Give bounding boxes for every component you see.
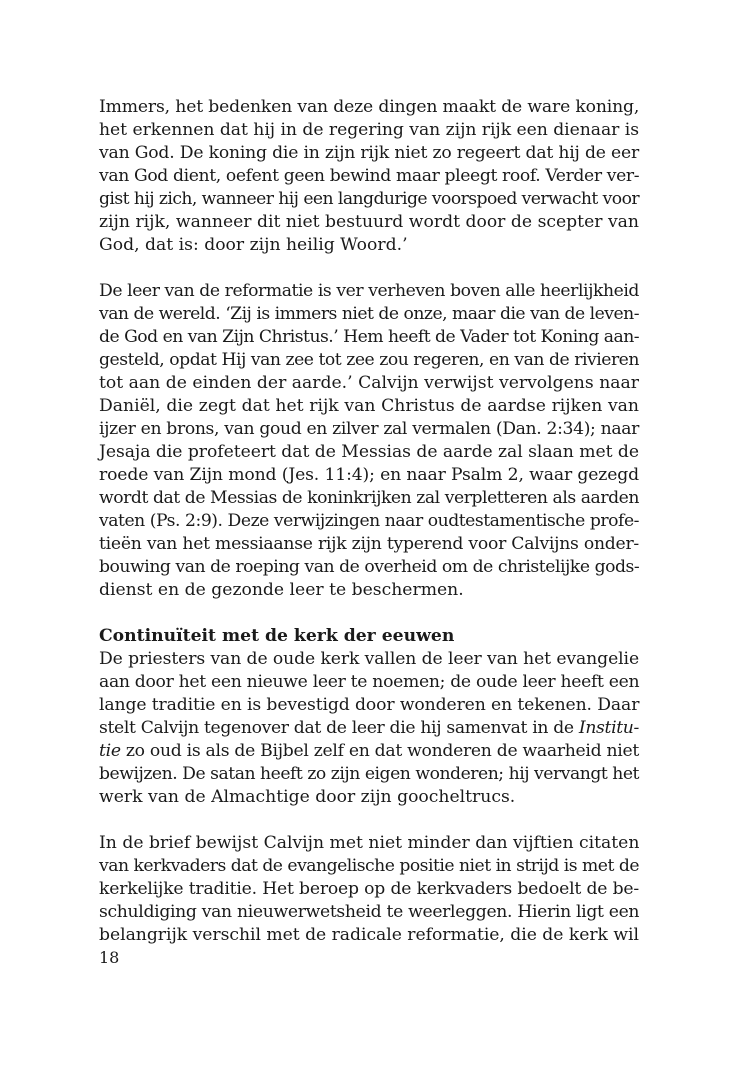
text-line: gist hij zich, wanneer hij een langdurige voorspoed verwacht voor (99, 189, 639, 209)
paragraph-church-fathers (99, 832, 639, 947)
paragraph-continuity (99, 648, 639, 809)
text-line: gesteld, opdat Hij van zee tot zee zou regeren, en van de rivieren (99, 350, 639, 370)
text-line: Immers, het bedenken van deze dingen maakt de ware koning, (99, 97, 640, 117)
text-line: tot aan de einden der aarde.’ Calvijn verwijst vervolgens naar (99, 373, 639, 393)
text-line: zijn rijk, wanneer dit niet bestuurd wordt door de scepter van (99, 212, 639, 232)
text-line: In de brief bewijst Calvijn met niet minder dan vijftien citaten (99, 833, 640, 853)
text-line: De leer van de reformatie is ver verheven boven alle heerlijkheid (99, 281, 639, 301)
text-line: wordt dat de Messias de koninkrijken zal verpletteren als aarden (99, 488, 639, 508)
text-line: van de wereld. ‘Zij is immers niet de onze, maar die van de leven- (99, 304, 639, 324)
page-number: 18 (99, 948, 120, 967)
text-line: de God en van Zijn Christus.’ Hem heeft de Vader tot Koning aan- (99, 327, 640, 347)
text-line: vaten (Ps. 2:9). Deze verwijzingen naar oudtestamentische profe- (99, 511, 639, 531)
italic-title-institutie: tie (99, 741, 121, 761)
text-line: Daniël, die zegt dat het rijk van Christus de aardse rijken van (99, 396, 639, 416)
text-line: lange traditie en is bevestigd door wonderen en tekenen. Daar (99, 695, 640, 715)
text-line: De priesters van de oude kerk vallen de leer van het evangelie (99, 649, 640, 669)
text-line: belangrijk verschil met de radicale reformatie, die de kerk wil (99, 925, 639, 945)
paragraph-reformation (99, 280, 639, 602)
text-line (99, 740, 639, 763)
text-line: schuldiging van nieuwerwetsheid te weerleggen. Hierin ligt een (99, 902, 640, 922)
text-line: God, dat is: door zijn heilig Woord.’ (99, 235, 408, 255)
text-line: Jesaja die profeteert dat de Messias de aarde zal slaan met de (99, 442, 639, 462)
text-line: van God dient, oefent geen bewind maar pleegt roof. Verder ver- (99, 166, 640, 186)
page-body (99, 96, 639, 947)
text-run: stelt Calvijn tegenover dat de leer die hij samenvat in de (99, 718, 579, 738)
text-line: bewijzen. De satan heeft zo zijn eigen wonderen; hij vervangt het (99, 764, 639, 784)
paragraph-spacer (99, 809, 639, 832)
paragraph-spacer (99, 602, 639, 625)
text-line: ijzer en brons, van goud en zilver zal vermalen (Dan. 2:34); naar (99, 419, 639, 439)
text-run: zo oud is als de Bijbel zelf en dat wonderen de waarheid niet (120, 741, 639, 761)
text-line: van God. De koning die in zijn rijk niet zo regeert dat hij de eer (99, 143, 639, 163)
text-line: dienst en de gezonde leer te beschermen. (99, 580, 464, 600)
text-line: werk van de Almachtige door zijn goocheltrucs. (99, 787, 516, 807)
italic-title-institutie: Institu- (578, 718, 639, 738)
text-line: het erkennen dat hij in de regering van zijn rijk een dienaar is (99, 120, 639, 140)
section-heading: Continuïteit met de kerk der eeuwen (99, 626, 455, 646)
text-line: kerkelijke traditie. Het beroep op de kerkvaders bedoelt de be- (99, 879, 639, 899)
text-line: roede van Zijn mond (Jes. 11:4); en naar Psalm 2, waar gezegd (99, 465, 639, 485)
text-line: bouwing van de roeping van de overheid om de christelijke gods- (99, 557, 640, 577)
paragraph-spacer (99, 257, 639, 280)
paragraph-kingship (99, 96, 639, 257)
text-line (99, 717, 639, 740)
text-line: aan door het een nieuwe leer te noemen; de oude leer heeft een (99, 672, 640, 692)
text-line: van kerkvaders dat de evangelische positie niet in strijd is met de (99, 856, 639, 876)
text-line: tieën van het messiaanse rijk zijn typerend voor Calvijns onder- (99, 534, 639, 554)
